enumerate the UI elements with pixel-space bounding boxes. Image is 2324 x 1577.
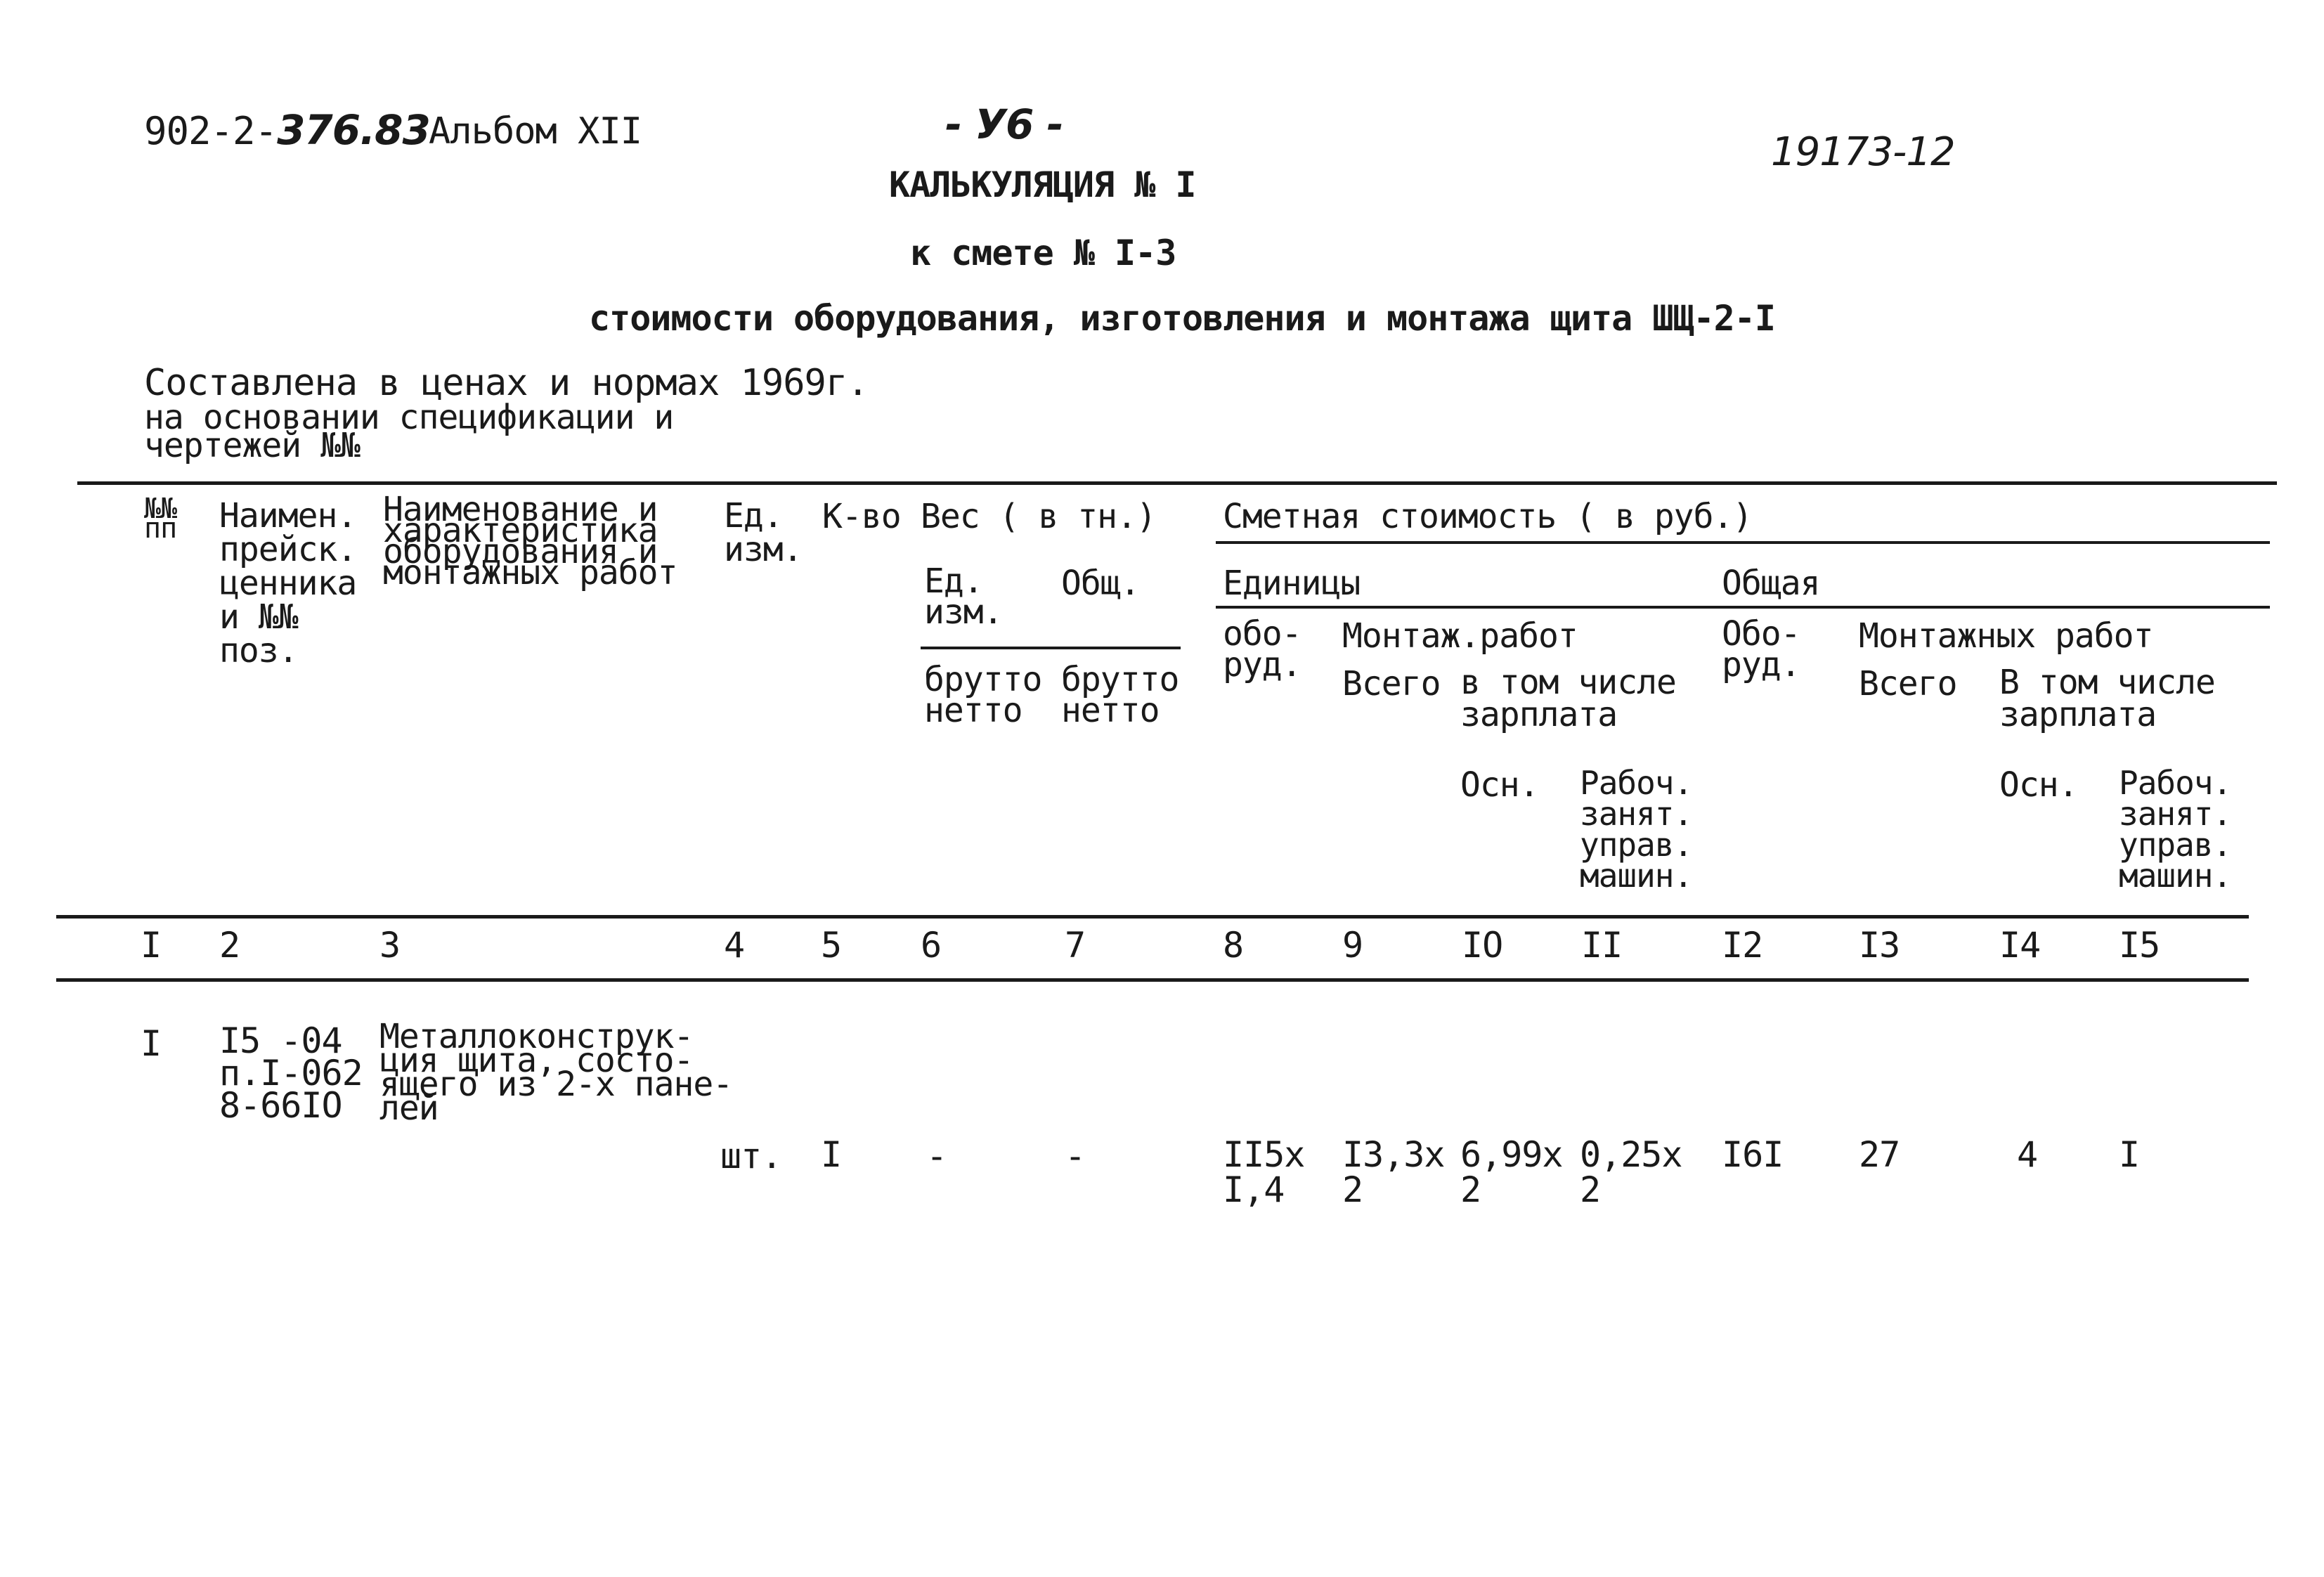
column-number-1: I	[141, 925, 162, 966]
row-machine-wage-total: I	[2119, 1134, 2140, 1175]
document-code-printed: 902-2-	[144, 109, 278, 153]
column-number-4: 4	[724, 925, 745, 966]
row-machine-wage-unit: 0,25x 2	[1580, 1134, 1682, 1210]
column-number-7: 7	[1065, 925, 1086, 966]
row-price-reference: I5 -04 п.I-062 8-66IO	[219, 1020, 363, 1126]
column-number-6: 6	[921, 925, 942, 966]
header-equipment-total: Обо- руд.	[1722, 614, 1800, 684]
row-equipment-unit: II5x I,4	[1223, 1134, 1305, 1210]
column-number-5: 5	[821, 925, 842, 966]
table-top-rule	[77, 481, 2277, 485]
header-weight-total-brutto-netto: брутто нетто	[1061, 660, 1179, 730]
header-unit: Ед. изм.	[724, 496, 803, 569]
column-number-14: I4	[1999, 925, 2041, 966]
header-mounting-unit: Монтаж.работ	[1342, 616, 1578, 656]
header-basic-wage-total: Осн.	[1999, 765, 2078, 805]
row-number: I	[141, 1023, 162, 1064]
row-mounting-all-unit: I3,3x 2	[1342, 1134, 1445, 1210]
page-number: - У6 -	[945, 100, 1063, 148]
header-mounting-incl-unit: в том числе зарплата	[1460, 663, 1676, 734]
estimate-reference: к смете № I-3	[910, 233, 1176, 273]
column-number-11: II	[1581, 925, 1623, 966]
column-number-15: I5	[2119, 925, 2160, 966]
row-mounting-all-total: 27	[1859, 1134, 1900, 1175]
header-estimated-cost: Сметная стоимость ( в руб.)	[1223, 497, 1753, 536]
basis-line-1: Составлена в ценах и нормах 1969г.	[144, 362, 869, 404]
subject-title: стоимости оборудования, изготовления и монтажа щита ШЩ-2-I	[589, 298, 1775, 339]
header-equipment-unit: обо- руд.	[1223, 614, 1301, 684]
header-item-name: Наименование и характеристика оборудования и монтажных работ	[383, 490, 677, 592]
header-price-reference: Наимен. прейск. ценника и №№ поз.	[219, 496, 357, 670]
column-number-13: I3	[1859, 925, 1900, 966]
unit-total-rule	[1216, 606, 2270, 609]
header-total: Общая	[1722, 564, 1820, 603]
header-mounting-all-unit: Всего	[1342, 664, 1441, 703]
cost-header-rule	[1216, 541, 2270, 544]
document-code-handwritten: 376.83	[277, 106, 430, 154]
column-numbers-rule	[56, 978, 2249, 982]
row-equipment-total: I6I	[1722, 1134, 1784, 1175]
row-weight-total: -	[1065, 1136, 1086, 1176]
row-quantity: I	[821, 1134, 842, 1175]
column-number-10: IO	[1462, 925, 1503, 966]
header-weight-unit: Ед. изм.	[924, 562, 1003, 632]
header-per-unit: Единицы	[1223, 564, 1361, 603]
row-basic-wage-total: 4	[2017, 1134, 2038, 1175]
header-weight: Вес ( в тн.)	[921, 497, 1156, 536]
basis-line-3: чертежей №№	[144, 426, 360, 465]
header-quantity: К-во	[822, 497, 901, 536]
row-basic-wage-unit: 6,99x 2	[1460, 1134, 1563, 1210]
row-unit: шт.	[720, 1136, 782, 1176]
header-bottom-rule	[56, 915, 2249, 919]
row-weight-unit: -	[926, 1136, 947, 1176]
column-number-3: 3	[379, 925, 401, 966]
row-item-name: Металлоконструк- ция щита, состо- ящего из 2-х пане- лей	[379, 1017, 733, 1128]
column-number-8: 8	[1223, 925, 1244, 966]
header-mounting-all-total: Всего	[1859, 664, 1957, 703]
column-number-9: 9	[1342, 925, 1363, 966]
column-number-12: I2	[1722, 925, 1763, 966]
document-code	[144, 106, 430, 154]
header-machine-wage-unit: Рабоч. занят. управ. машин.	[1580, 764, 1693, 895]
basis-line-2: на основании спецификации и	[144, 398, 674, 437]
header-weight-total: Общ.	[1061, 564, 1140, 603]
header-machine-wage-total: Рабоч. занят. управ. машин.	[2119, 764, 2232, 895]
archive-number: 19173-12	[1771, 129, 1955, 175]
header-basic-wage-unit: Осн.	[1460, 765, 1539, 805]
weight-bn-rule	[921, 647, 1181, 649]
calculation-title: КАЛЬКУЛЯЦИЯ № I	[889, 164, 1196, 205]
album-label: Альбом XII	[429, 110, 642, 152]
header-row-number: №№ пп	[144, 493, 177, 545]
header-mounting-total: Монтажных работ	[1859, 616, 2153, 656]
column-number-2: 2	[219, 925, 240, 966]
header-mounting-incl-total: В том числе зарплата	[1999, 663, 2215, 734]
header-weight-unit-brutto-netto: брутто нетто	[924, 660, 1042, 730]
